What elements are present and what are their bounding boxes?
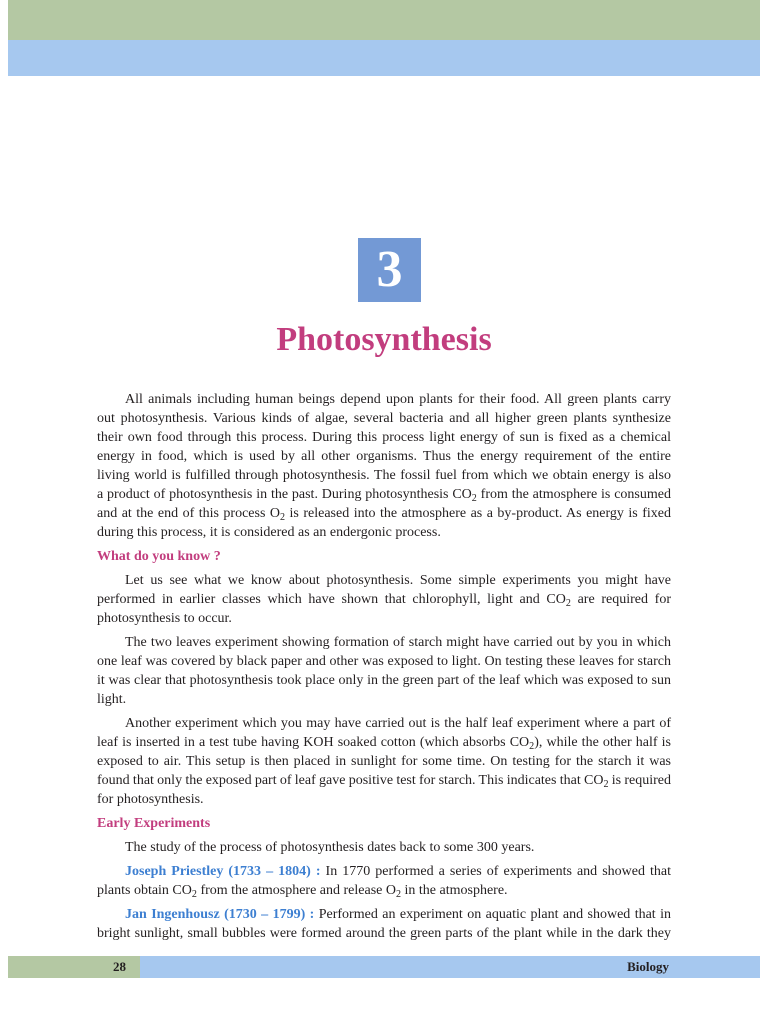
text-line <box>97 714 671 733</box>
text-run: plants obtain CO <box>97 883 192 898</box>
subscript: 2 <box>395 888 402 900</box>
scientist-name: Jan Ingenhousz (1730 – 1799) : <box>125 907 315 922</box>
subscript: 2 <box>471 492 477 504</box>
paragraph <box>97 714 671 809</box>
text-run: are required for <box>570 592 671 607</box>
text-run: performed in earlier classes which have shown that chlorophyll, light and CO <box>97 592 566 607</box>
footer-bar-left <box>8 956 140 978</box>
text-line <box>97 862 671 881</box>
text-line <box>97 590 671 609</box>
text-line <box>97 733 671 752</box>
line-text: living world is fulfilled through photosynthesis. The fossil fuel from which we obtain energy is also <box>97 468 671 483</box>
text-line <box>97 447 671 466</box>
footer-bar-right <box>140 956 760 978</box>
text-run: from the atmosphere is consumed <box>476 487 671 502</box>
chapter-number-badge <box>358 238 421 302</box>
text-line <box>97 466 671 485</box>
text-line <box>97 523 671 542</box>
text-line <box>97 671 671 690</box>
subscript: 2 <box>191 888 197 900</box>
subscript: 2 <box>280 511 286 523</box>
header-band-green <box>8 0 760 40</box>
text-run: a product of photosynthesis in the past. During photosynthesis CO <box>97 487 472 502</box>
text-line <box>97 652 671 671</box>
page-number: 28 <box>113 959 126 974</box>
text-line <box>97 881 671 900</box>
subscript: 2 <box>529 740 535 752</box>
text-line <box>97 771 671 790</box>
chapter-number: 3 <box>376 241 403 298</box>
paragraph <box>97 633 671 709</box>
text-line <box>97 790 671 809</box>
line-text <box>97 487 671 502</box>
text-line <box>97 633 671 652</box>
line-text: Another experiment which you may have carried out is the half leaf experiment where a part of <box>125 716 671 731</box>
line-text: bright sunlight, small bubbles were formed around the green parts of the plant while in the dark they <box>97 926 671 941</box>
paragraph <box>97 862 671 900</box>
line-text <box>125 864 671 879</box>
text-line <box>97 485 671 504</box>
paragraph <box>97 390 671 542</box>
line-text: during this process, it is considered as an endergonic process. <box>97 525 441 540</box>
line-text <box>97 592 671 607</box>
text-line <box>97 428 671 447</box>
text-run: Performed an experiment on aquatic plant and showed that in <box>314 907 671 922</box>
line-text: it was clear that photosynthesis took place only in the green part of the leaf which was exposed to sun <box>97 673 671 688</box>
subscript: 2 <box>565 597 571 609</box>
line-text: The study of the process of photosynthesis dates back to some 300 years. <box>125 840 535 855</box>
text-run: is released into the atmosphere as a by-product. As energy is fixed <box>285 506 672 521</box>
text-line <box>97 609 671 628</box>
text-line <box>97 504 671 523</box>
paragraph <box>97 838 671 857</box>
text-run: is required <box>608 773 671 788</box>
text-line <box>97 838 671 857</box>
line-text: energy in food, which is used by all other organisms. Thus the energy requirement of the entire <box>97 449 671 464</box>
subscript: 2 <box>603 778 609 790</box>
text-line <box>97 924 671 943</box>
line-text <box>97 773 671 788</box>
line-text: one leaf was covered by black paper and other was exposed to light. On testing these leaves for starch <box>97 654 671 669</box>
paragraph <box>97 905 671 943</box>
line-text: The two leaves experiment showing formation of starch might have carried out by you in which <box>125 635 671 650</box>
chapter-title: Photosynthesis <box>276 321 492 358</box>
text-line <box>97 409 671 428</box>
line-text: photosynthesis to occur. <box>97 611 232 626</box>
text-run: in the atmosphere. <box>401 883 508 898</box>
text-run: leaf is inserted in a test tube having KOH soaked cotton (which absorbs CO <box>97 735 530 750</box>
paragraph <box>97 571 671 628</box>
line-text: exposed to air. This setup is then placed in sunlight for some time. On testing for the starch it was <box>97 754 671 769</box>
scientist-name: Joseph Priestley (1733 – 1804) : <box>125 864 321 879</box>
text-run: In 1770 performed a series of experiments and showed that <box>320 864 671 879</box>
line-text <box>125 907 671 922</box>
text-line <box>97 752 671 771</box>
line-text <box>97 735 671 750</box>
line-text <box>97 883 508 898</box>
text-line <box>97 905 671 924</box>
section-heading: Early Experiments <box>97 816 211 831</box>
line-text: out photosynthesis. Various kinds of algae, several bacteria and all higher green plants synthesize <box>97 411 671 426</box>
text-line <box>97 690 671 709</box>
line-text <box>97 506 671 521</box>
text-run: and at the end of this process O <box>97 506 281 521</box>
text-run: ), while the other half is <box>534 735 671 750</box>
line-text: All animals including human beings depend upon plants for their food. All green plants carry <box>125 392 671 407</box>
text-run: from the atmosphere and release O <box>196 883 396 898</box>
text-line <box>97 390 671 409</box>
text-line <box>97 571 671 590</box>
book-title: Biology <box>627 959 669 974</box>
section-heading: What do you know ? <box>97 549 221 564</box>
line-text: Let us see what we know about photosynthesis. Some simple experiments you might have <box>125 573 671 588</box>
line-text: their own food through this process. During this process light energy of sun is fixed as a chemical <box>97 430 671 445</box>
text-run: found that only the exposed part of leaf gave positive test for starch. This indicates that CO <box>97 773 604 788</box>
line-text: light. <box>97 692 127 707</box>
header-band-blue <box>8 40 760 76</box>
line-text: for photosynthesis. <box>97 792 204 807</box>
chapter-body <box>97 390 671 943</box>
